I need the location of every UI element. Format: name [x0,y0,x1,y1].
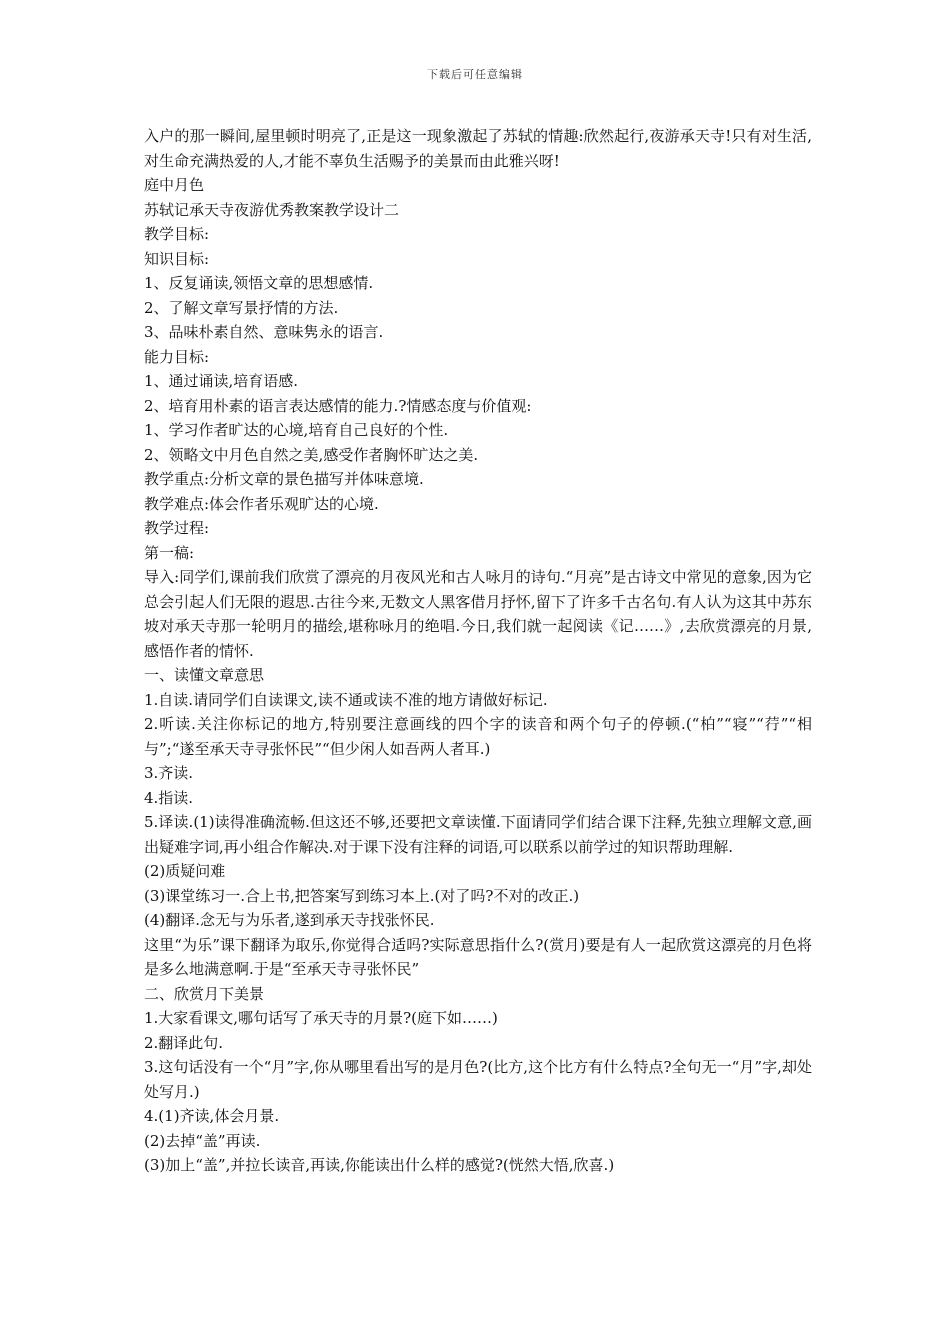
paragraph: 入户的那一瞬间,屋里顿时明亮了,正是这一现象激起了苏轼的情趣:欣然起行,夜游承天寺!只有对生活,对生命充满热爱的人,才能不辜负生活赐予的美景而由此雅兴呀! [144,127,812,170]
list-item: 2.翻译此句. [144,1033,224,1052]
paragraph: 庭中月色 [144,176,205,194]
page-header: 下载后可任意编辑 [427,68,523,81]
list-item: 3.齐读. [144,764,194,782]
section-heading: 一、读懂文章意思 [144,666,265,684]
section-heading: 教学目标: [144,225,210,243]
paragraph: 教学重点:分析文章的景色描写并体味意境. [144,470,424,488]
section-heading: 教学过程: [144,519,210,537]
list-item: 2.听读.关注你标记的地方,特别要注意画线的四个字的读音和两个句子的停顿.(“柏”“寝”“荇”“相与”;“遂至承天寺寻张怀民”“但少闲人如吾两人者耳.) [144,715,812,758]
document-title: 苏轼记承天寺夜游优秀教案教学设计二 [144,200,400,219]
paragraph: 这里“为乐”课下翻译为取乐,你觉得合适吗?实际意思指什么?(赏月)要是有人一起欣赏这漂亮的月色将是多么地满意啊.于是“至承天寺寻张怀民” [144,935,812,978]
list-item: 3.这句话没有一个“月”字,你从哪里看出写的是月色?(比方,这个比方有什么特点?全句无一“月”字,却处处写月.) [144,1058,812,1101]
document-body [144,124,812,1178]
paragraph: 导入:同学们,课前我们欣赏了漂亮的月夜风光和古人咏月的诗句.“月亮”是古诗文中常见的意象,因为它总会引起人们无限的遐思.古往今来,无数文人黑客借月抒怀,留下了许多千古名句.有人认为这其中苏东坡对承天寺那一轮明月的描绘,堪称咏月的绝唱.今日,我们就一起阅读《记……》,去欣赏漂亮的月景,感悟作者的情怀. [144,568,812,660]
section-heading: 知识目标: [144,249,210,268]
list-item: (4)翻译.念无与为乐者,遂到承天寺找张怀民. [144,911,435,929]
list-item: (3)加上“盖”,并拉长读音,再读,你能读出什么样的感觉?(恍然大悟,欣喜.) [144,1156,615,1174]
list-item: 4.(1)齐读,体会月景. [144,1107,280,1125]
section-heading: 能力目标: [144,347,210,366]
list-item: (2)去掉“盖”再读. [144,1131,261,1150]
section-heading: 第一稿: [144,543,195,562]
list-item: 2、领略文中月色自然之美,感受作者胸怀旷达之美. [144,445,479,464]
list-item: 2、培育用朴素的语言表达感情的能力.?情感态度与价值观: [144,396,532,415]
list-item: 1.大家看课文,哪句话写了承天寺的月景?(庭下如……) [144,1009,498,1027]
paragraph: 教学难点:体会作者乐观旷达的心境. [144,494,379,513]
list-item: (3)课堂练习一.合上书,把答案写到练习本上.(对了吗?不对的改正.) [144,886,580,905]
list-item: 3、品味朴素自然、意味隽永的语言. [144,323,384,341]
list-item: 1.自读.请同学们自读课文,读不通或读不准的地方请做好标记. [144,690,548,709]
section-heading: 二、欣赏月下美景 [144,984,265,1003]
list-item: 1、通过诵读,培育语感. [144,372,299,390]
list-item: (2)质疑问难 [144,862,226,880]
list-item: 2、了解文章写景抒情的方法. [144,298,339,317]
list-item: 1、反复诵读,领悟文章的思想感情. [144,274,374,292]
list-item: 5.译读.(1)读得准确流畅.但这还不够,还要把文章读懂.下面请同学们结合课下注释,先独立理解文意,画出疑难字词,再小组合作解决.对于课下没有注释的词语,可以联系以前学过的知识帮助理解. [144,813,812,856]
list-item: 1、学习作者旷达的心境,培育自己良好的个性. [144,421,449,439]
list-item: 4.指读. [144,788,194,807]
